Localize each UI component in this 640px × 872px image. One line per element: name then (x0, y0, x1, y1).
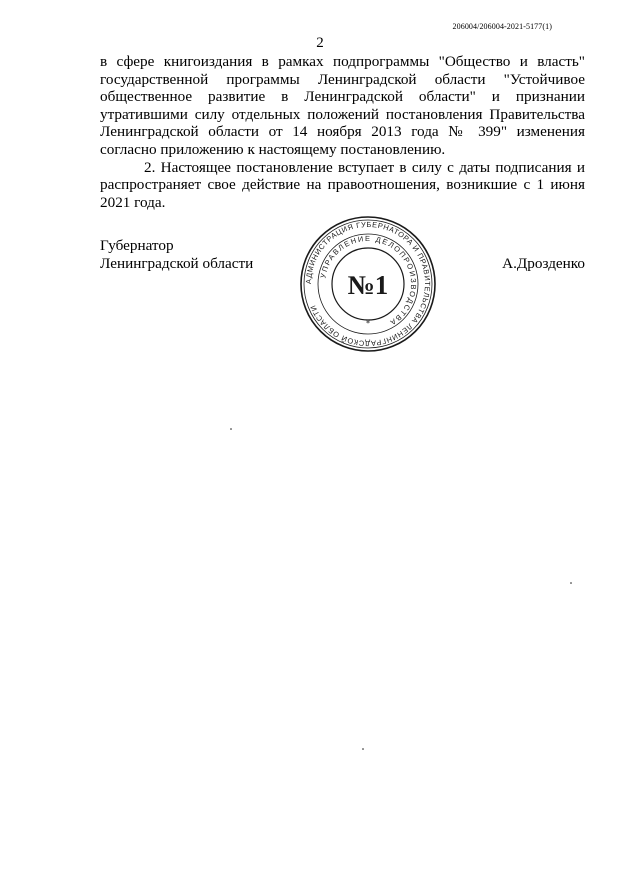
signatory-title-line-1: Губернатор (100, 237, 174, 254)
signatory-title (100, 237, 253, 273)
scan-speck (230, 428, 232, 430)
body-text (100, 53, 585, 211)
scan-speck (362, 748, 364, 750)
document-id: 206004/206004-2021-5177(1) (452, 22, 552, 31)
official-seal-stamp (298, 214, 438, 354)
stamp-inner-text: УПРАВЛЕНИЕ ДЕЛОПРОИЗВОДСТВА (318, 233, 419, 328)
page-number: 2 (316, 35, 324, 51)
stamp-outer-text: АДМИНИСТРАЦИЯ ГУБЕРНАТОРА И ПРАВИТЕЛЬСТВА ЛЕНИНГРАДСКОЙ ОБЛАСТИ (303, 219, 433, 349)
signatory-name: А.Дрозденко (502, 255, 585, 272)
signatory-title-line-2: Ленинградской области (100, 255, 254, 272)
paragraph-2: 2. Настоящее постановление вступает в силу с даты подписания и распространяет свое действие на правоотношения, возникшие с 1 июня 2021 года. (100, 158, 585, 211)
stamp-number: №1 (347, 270, 389, 300)
paragraph-continuation: в сфере книгоиздания в рамках подпрограммы "Общество и власть" государственной программы Ленинградской области "Устойчивое общественное развитие в Ленинградской области" и признании утратившими силу отдельных положений постановления Правительства Ленинградской области от 14 ноября 2013 года № 399" изменения согласно приложению к настоящему постановлению. (100, 53, 585, 158)
scan-speck (570, 582, 572, 584)
stamp-star-icon: * (366, 319, 370, 328)
